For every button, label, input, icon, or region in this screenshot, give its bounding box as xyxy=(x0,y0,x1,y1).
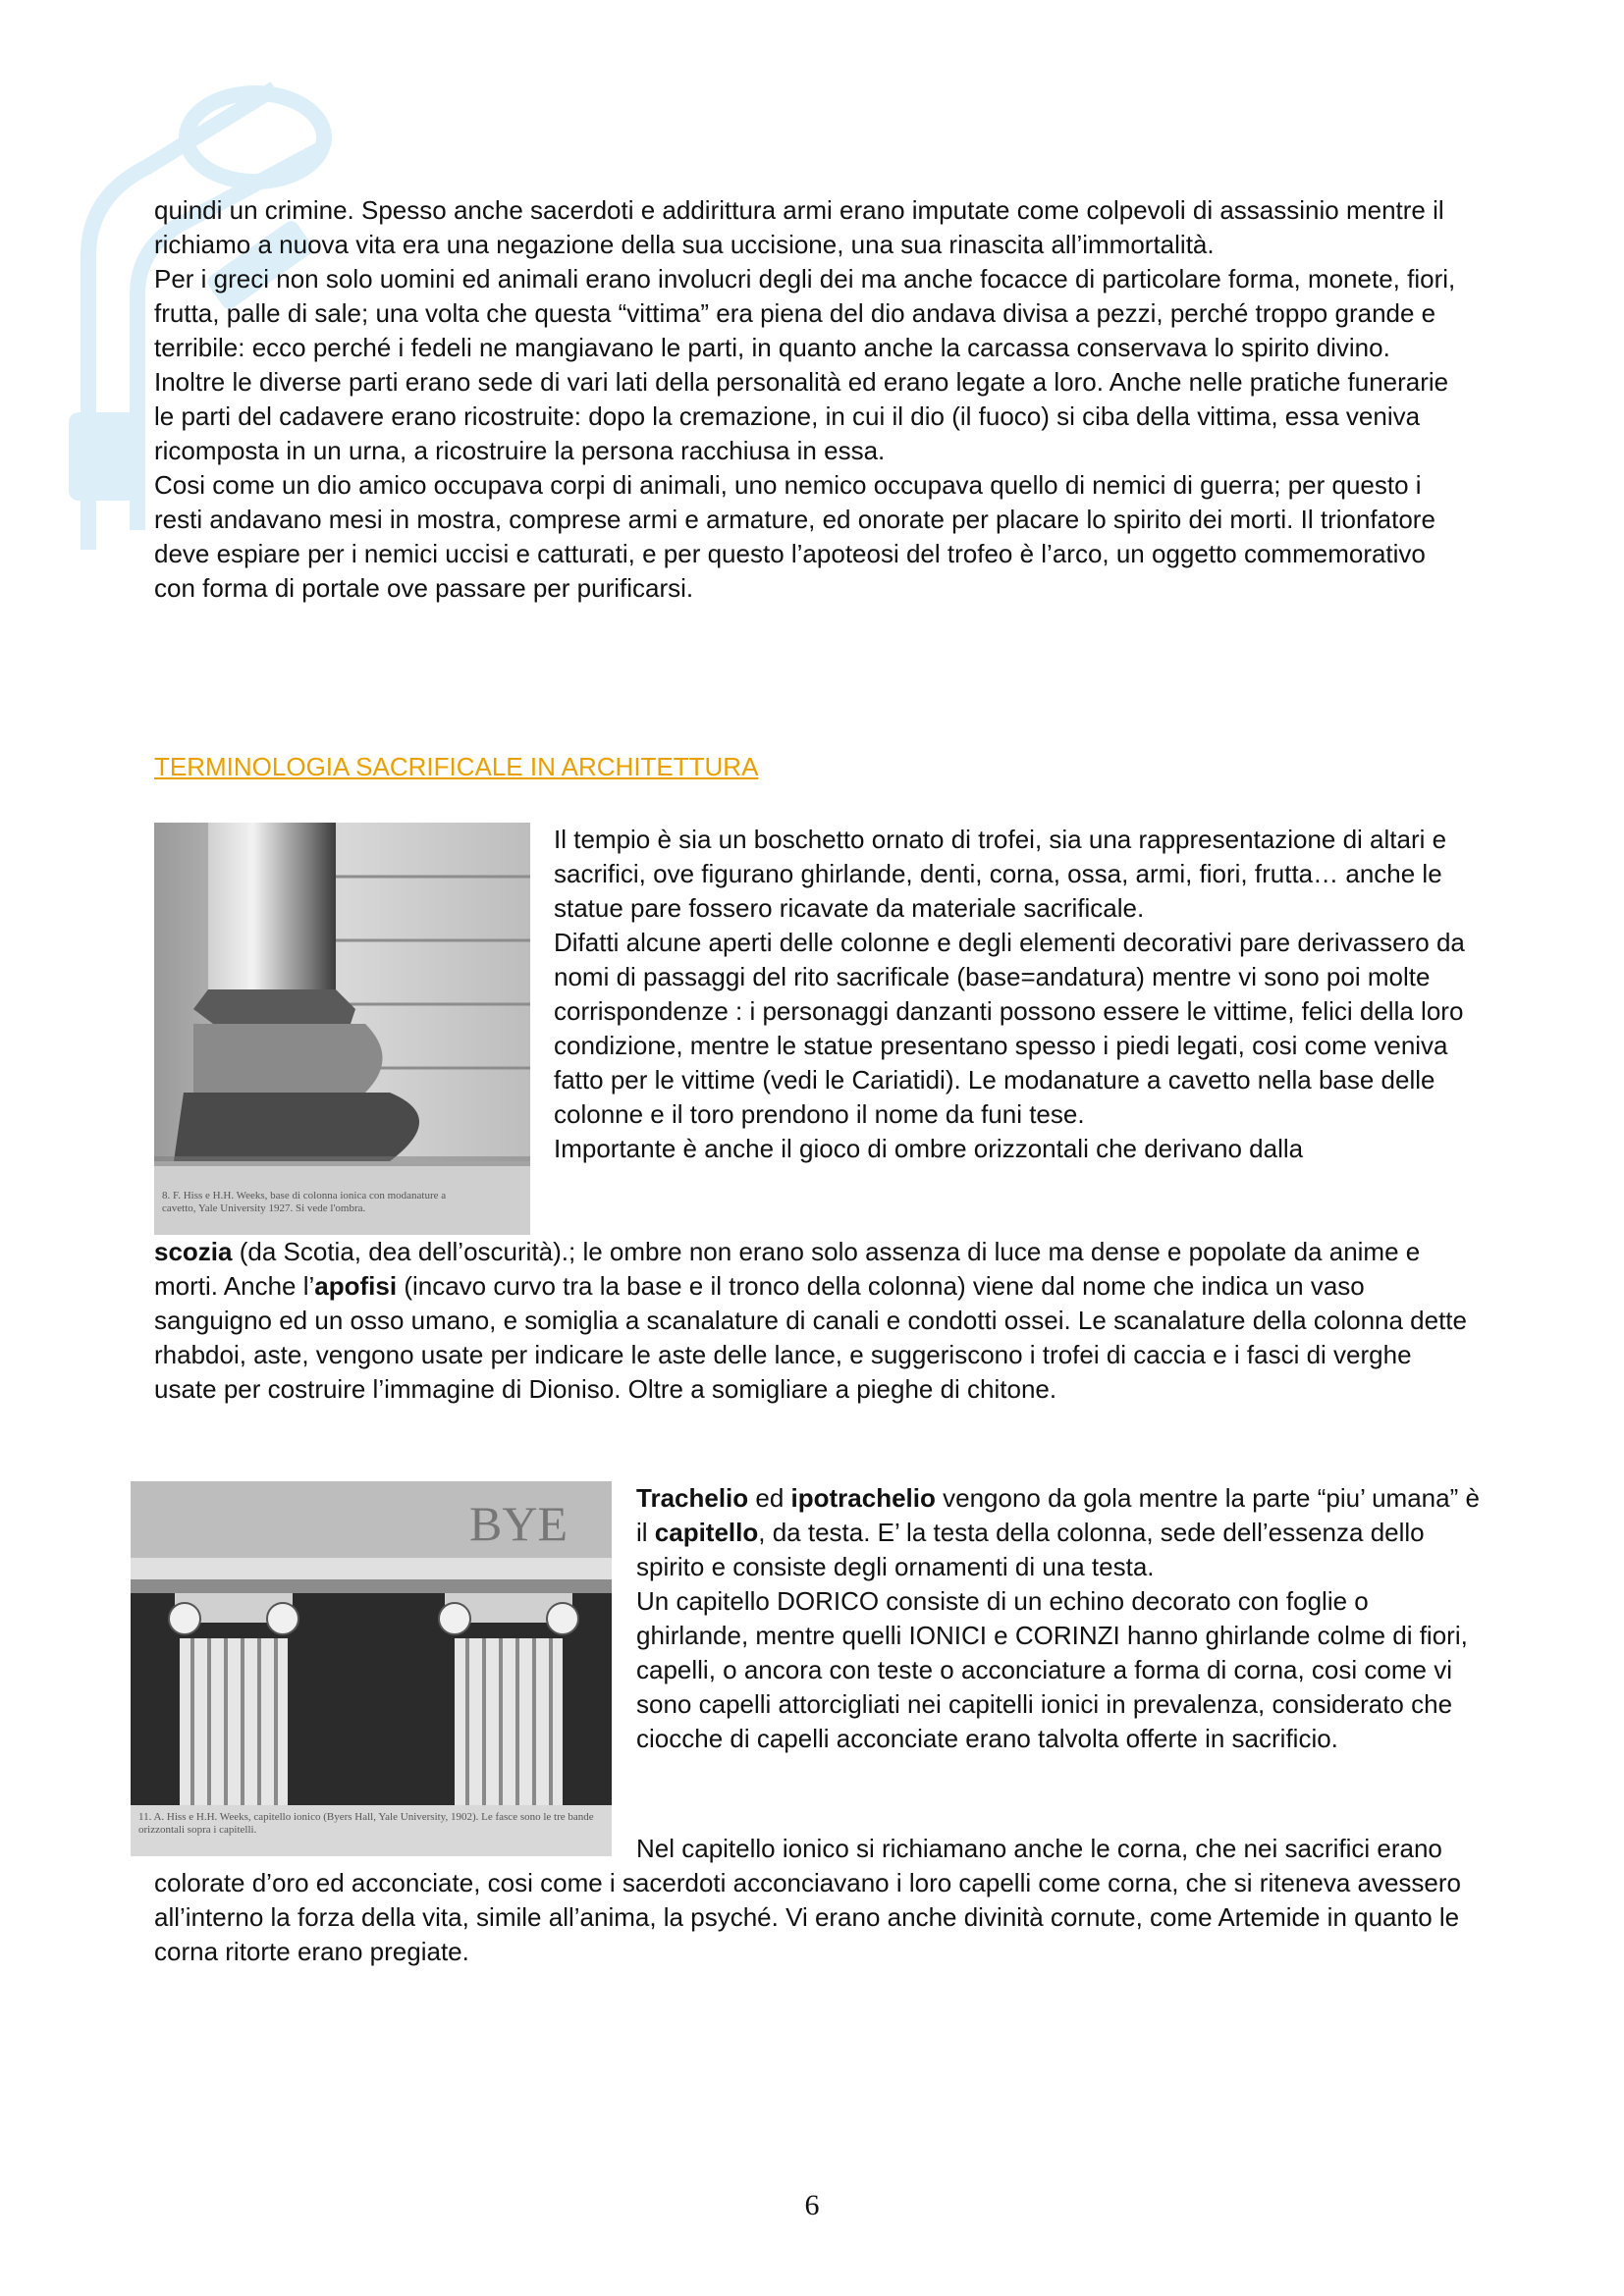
text-span: (da Scotia, dea dell’oscurità).; le ombre non erano solo assenza di luce ma dense e popolate da anime e morti. Anche l’ xyxy=(154,1237,1421,1301)
paragraph: Importante è anche il gioco di ombre orizzontali che derivano dalla xyxy=(554,1134,1304,1163)
column-base-illustration xyxy=(154,823,530,1235)
intro-paragraphs xyxy=(154,193,1470,606)
section-heading: TERMINOLOGIA SACRIFICALE IN ARCHITETTURA xyxy=(154,752,759,781)
figure-ionic-capital xyxy=(131,1481,612,1856)
paragraph: quindi un crimine. Spesso anche sacerdoti e addirittura armi erano imputate come colpevoli di assassinio mentre il richiamo a nuova vita era una negazione della sua uccisione, una sua rinascita all’immortalità. xyxy=(154,195,1444,259)
figure1-side-text xyxy=(554,823,1477,1166)
inscription-text: BYE xyxy=(469,1496,568,1551)
paragraph: Difatti alcune aperti delle colonne e degli elementi decorativi pare derivassero da nomi di passaggi del rito sacrificale (base=andatura) mentre vi sono poi molte corrispondenze : i personaggi danzanti possono essere le vittime, felici della loro condizione, mentre le statue presentano spesso i piedi legati, cosi come veniva fatto per le vittime (vedi le Cariatidi). Le modanature a cavetto nella base delle colonne e il toro prendono il nome da funi tese. xyxy=(554,928,1465,1129)
text-span: (incavo curvo tra la base e il tronco della colonna) viene dal nome che indica un vaso sanguigno ed un osso umano, e somiglia a scanalature di canali e condotti ossei. Le scanalature della colonna dette rhabdoi, aste, vengono usate per indicare le aste delle lance, e suggeriscono i trofei di caccia e i fasci di verghe usate per costruire l’immagine di Dioniso. Oltre a somigliare a pieghe di chitone. xyxy=(154,1271,1467,1404)
paragraph: Un capitello DORICO consiste di un echino decorato con foglie o ghirlande, mentre quelli IONICI e CORINZI hanno ghirlande colme di fiori, capelli, o ancora con teste o acconciature a forma di corna, cosi come vi sono capelli attorcigliati nei capitelli ionici in prevalenza, considerato che ciocche di capelli acconciate erano talvolta offerte in sacrificio. xyxy=(636,1586,1468,1753)
text-span: , da testa. E’ la testa della colonna, sede dell’essenza dello spirito e consiste degli ornamenti di una testa. xyxy=(636,1518,1425,1581)
term-apofisi: apofisi xyxy=(314,1271,398,1301)
figure-column-base xyxy=(154,823,530,1235)
paragraph: Cosi come un dio amico occupava corpi di animali, uno nemico occupava quello di nemici di guerra; per questo i resti andavano mesi in mostra, comprese armi e armature, ed onorate per placare lo spirito dei morti. Il trionfatore deve espiare per i nemici uccisi e catturati, e per questo l’apoteosi del trofeo è l’arco, un oggetto commemorativo con forma di portale ove passare per purificarsi. xyxy=(154,470,1435,603)
paragraph-continuation xyxy=(154,1832,1480,1969)
term-trachelio: Trachelio xyxy=(636,1483,749,1513)
ionic-capital-illustration xyxy=(131,1481,612,1856)
paragraph: Nel capitello ionico si richiamano anche le corna, che nei sacrifici erano colorate d’oro ed acconciate, cosi come i sacerdoti acconciavano i loro capelli come corna, che si riteneva avessero all’interno la forza della vita, simile all’anima, la psyché. Vi erano anche divinità cornute, come Artemide in quanto le corna ritorte erano pregiate. xyxy=(154,1834,1462,1966)
figure2-side-text xyxy=(636,1481,1481,1756)
figure-caption: 11. A. Hiss e H.H. Weeks, capitello ionico (Byers Hall, Yale University, 1902). Le fasce sono le tre bande orizzontali sopra i capitelli. xyxy=(138,1811,594,1836)
term-scozia: scozia xyxy=(154,1237,233,1266)
term-capitello: capitello xyxy=(654,1518,759,1547)
paragraph: Per i greci non solo uomini ed animali erano involucri degli dei ma anche focacce di particolare forma, monete, fiori, frutta, palle di sale; una volta che questa “vittima” era piena del dio andava divisa a pezzi, perché troppo grande e terribile: ecco perché i fedeli ne mangiavano le parti, in quanto anche la carcassa conservava lo spirito divino. xyxy=(154,264,1456,362)
term-ipotrachelio: ipotrachelio xyxy=(790,1483,936,1513)
paragraph-continuation xyxy=(154,1235,1470,1407)
figure-caption: 8. F. Hiss e H.H. Weeks, base di colonna ionica con modanature a cavetto, Yale University 1927. Si vede l'ombra. xyxy=(162,1190,447,1214)
paragraph: Inoltre le diverse parti erano sede di vari lati della personalità ed erano legate a loro. Anche nelle pratiche funerarie le parti del cadavere erano ricostruite: dopo la cremazione, in cui il dio (il fuoco) si ciba della vittima, essa veniva ricomposta in un urna, a ricostruire la persona racchiusa in essa. xyxy=(154,367,1449,465)
paragraph: Il tempio è sia un boschetto ornato di trofei, sia una rappresentazione di altari e sacrifici, ove figurano ghirlande, denti, corna, ossa, armi, fiori, frutta… anche le statue pare fossero ricavate da materiale sacrificale. xyxy=(554,825,1447,923)
page-number: 6 xyxy=(804,2189,820,2221)
text-span: vengono da gola mentre la parte “piu’ umana” è il xyxy=(636,1483,1480,1547)
text-span: ed xyxy=(748,1483,791,1513)
